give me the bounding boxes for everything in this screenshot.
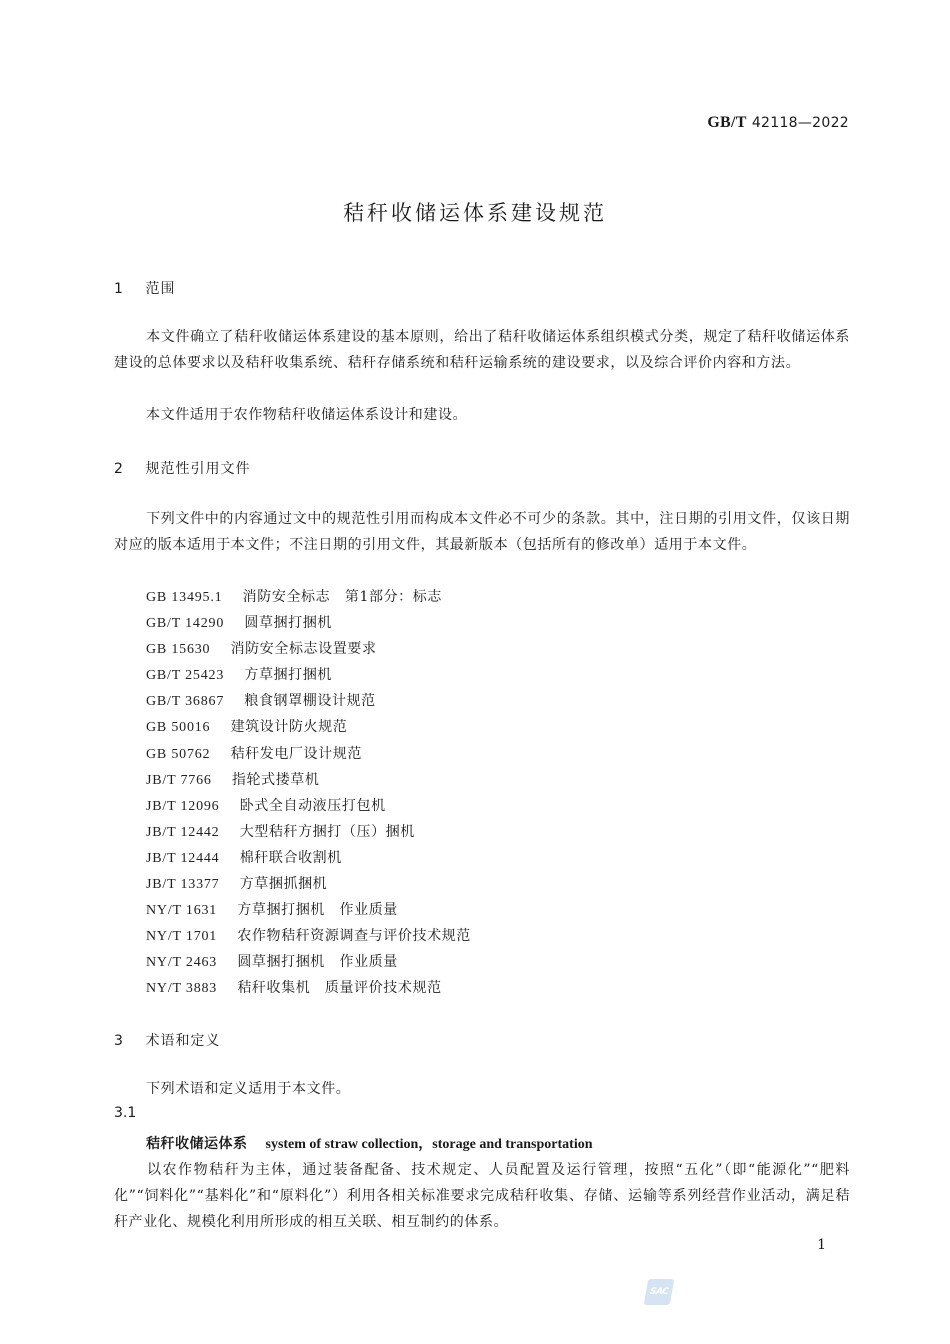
reference-item: NY/T 1631 方草捆打捆机 作业质量 bbox=[146, 902, 398, 919]
reference-item: GB/T 25423 方草捆打捆机 bbox=[146, 667, 332, 684]
reference-list bbox=[146, 584, 471, 1002]
reference-item: NY/T 1701 农作物秸秆资源调查与评价技术规范 bbox=[146, 928, 471, 945]
reference-item: NY/T 3883 秸秆收集机 质量评价技术规范 bbox=[146, 980, 442, 997]
reference-item: JB/T 12444 棉秆联合收割机 bbox=[146, 849, 342, 866]
reference-item: GB 50762 秸秆发电厂设计规范 bbox=[146, 745, 362, 762]
document-title: 秸秆收储运体系建设规范 bbox=[343, 201, 607, 225]
reference-item: GB 50016 建筑设计防火规范 bbox=[146, 719, 348, 736]
section-number: 3 bbox=[114, 1033, 124, 1049]
reference-item: GB 15630 消防安全标志设置要求 bbox=[146, 641, 377, 658]
reference-item: JB/T 7766 指轮式搂草机 bbox=[146, 771, 320, 788]
section-heading-normative-references bbox=[114, 458, 250, 478]
term-number: 3.1 bbox=[114, 1105, 137, 1121]
reference-item: GB/T 36867 粮食钢罩棚设计规范 bbox=[146, 693, 376, 710]
section-title: 术语和定义 bbox=[145, 1033, 221, 1049]
reference-item: NY/T 2463 圆草捆打捆机 作业质量 bbox=[146, 954, 398, 971]
scope-paragraph-1: 本文件确立了秸秆收储运体系建设的基本原则，给出了秸秆收储运体系组织模式分类，规定了秸秆收储运体系建设的总体要求以及秸秆收集系统、秸秆存储系统和秸秆运输系统的建设要求，以及综合评价内容和方法。 bbox=[114, 329, 850, 371]
terms-intro-paragraph: 下列术语和定义适用于本文件。 bbox=[146, 1081, 351, 1097]
section-heading-scope bbox=[114, 278, 175, 298]
sac-logo-icon: SAC bbox=[644, 1279, 675, 1305]
term-chinese: 秸秆收储运体系 bbox=[146, 1136, 248, 1152]
section-number: 2 bbox=[114, 461, 124, 477]
section-number: 1 bbox=[114, 281, 124, 297]
reference-item: GB/T 14290 圆草捆打捆机 bbox=[146, 615, 332, 632]
section-title: 规范性引用文件 bbox=[145, 461, 251, 477]
page-number: 1 bbox=[817, 1237, 826, 1253]
reference-item: GB 13495.1 消防安全标志 第1部分：标志 bbox=[146, 589, 442, 605]
term-heading bbox=[146, 1131, 593, 1158]
section-title: 范围 bbox=[145, 281, 176, 297]
standard-number: 42118—2022 bbox=[751, 115, 849, 131]
section-heading-terms-definitions bbox=[114, 1030, 220, 1050]
standard-prefix: GB/T bbox=[707, 114, 747, 131]
references-intro-paragraph: 下列文件中的内容通过文中的规范性引用而构成本文件必不可少的条款。其中，注日期的引用文件，仅该日期对应的版本适用于本文件；不注日期的引用文件，其最新版本（包括所有的修改单）适用于本文件。 bbox=[114, 511, 850, 553]
reference-item: JB/T 12442 大型秸秆方捆打（压）捆机 bbox=[146, 823, 415, 840]
scope-paragraph-2: 本文件适用于农作物秸秆收储运体系设计和建设。 bbox=[146, 407, 468, 423]
standard-code bbox=[707, 113, 849, 132]
reference-item: JB/T 13377 方草捆抓捆机 bbox=[146, 876, 328, 893]
term-english: system of straw collection，storage and transportation bbox=[265, 1137, 593, 1152]
reference-item: JB/T 12096 卧式全自动液压打包机 bbox=[146, 797, 386, 814]
term-definition: 以农作物秸秆为主体，通过装备配备、技术规定、人员配置及运行管理，按照“五化”（即“能源化”“肥料化”“饲料化”“基料化”和“原料化”）利用各相关标准要求完成秸秆收集、存储、运输等系列经营作业活动，满足秸秆产业化、规模化利用所形成的相互关联、相互制约的体系。 bbox=[114, 1162, 850, 1230]
